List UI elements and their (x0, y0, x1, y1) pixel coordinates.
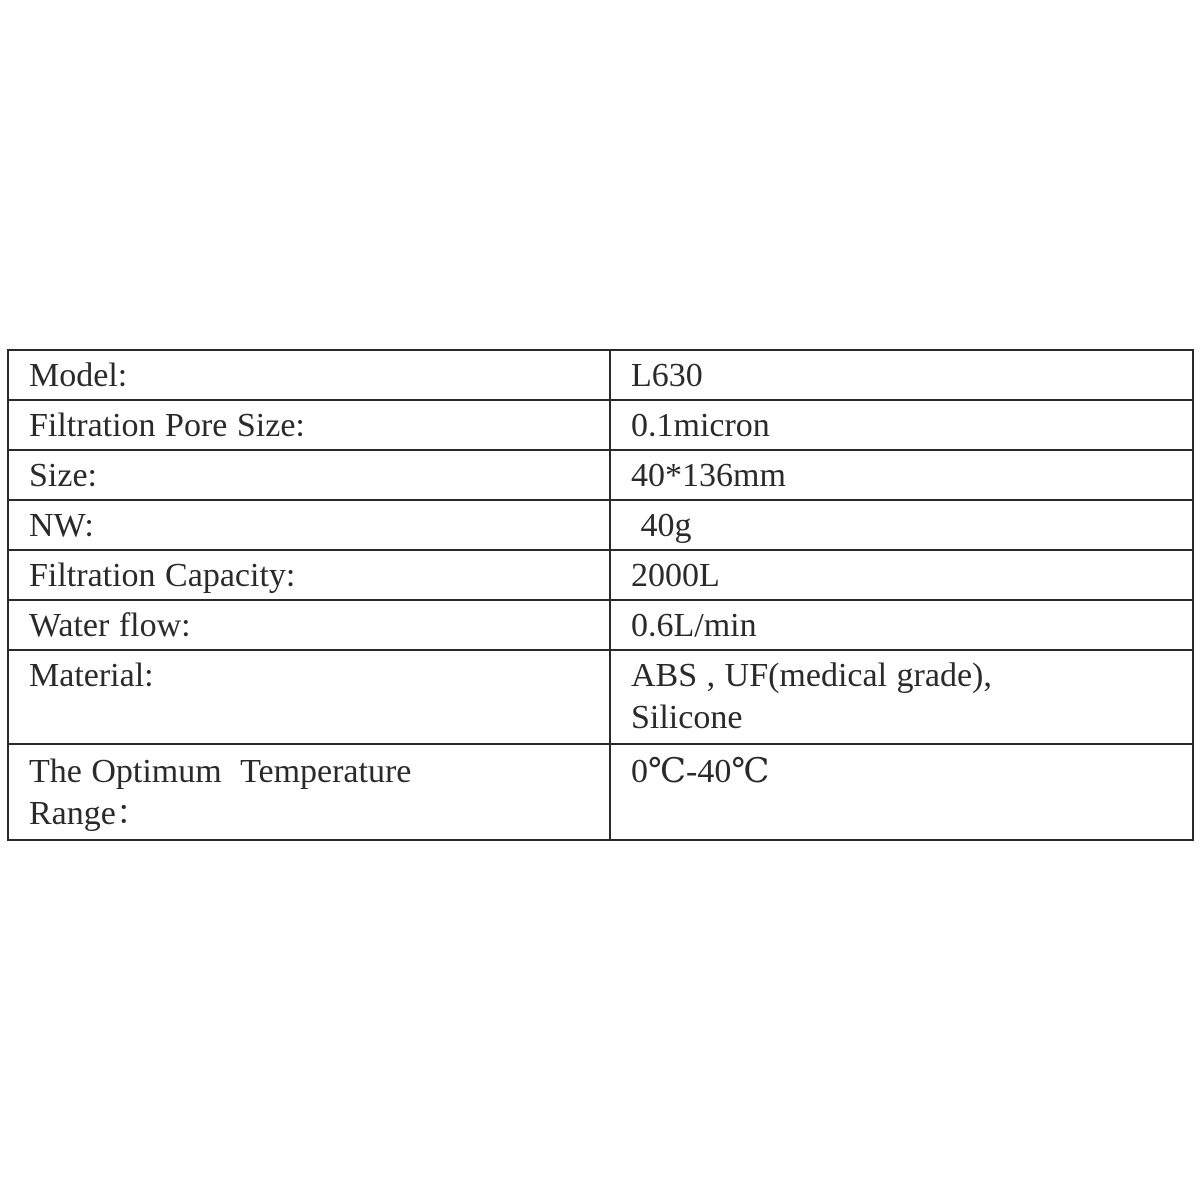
net-weight-label: NW: (8, 500, 610, 550)
material-value: ABS , UF(medical grade), Silicone (610, 650, 1193, 744)
table-row-material (8, 650, 1193, 744)
table-row-pore-size (8, 400, 1193, 450)
material-label: Material: (8, 650, 610, 744)
temperature-value: 0℃-40℃ (610, 744, 1193, 840)
table-row-size (8, 450, 1193, 500)
spec-table (7, 349, 1194, 841)
table-row-model (8, 350, 1193, 400)
table-row-temperature (8, 744, 1193, 840)
capacity-value: 2000L (610, 550, 1193, 600)
model-label: Model: (8, 350, 610, 400)
water-flow-value: 0.6L/min (610, 600, 1193, 650)
pore-size-label: Filtration Pore Size: (8, 400, 610, 450)
water-flow-label: Water flow: (8, 600, 610, 650)
size-label: Size: (8, 450, 610, 500)
capacity-label: Filtration Capacity: (8, 550, 610, 600)
table-row-water-flow (8, 600, 1193, 650)
model-value: L630 (610, 350, 1193, 400)
table-row-capacity (8, 550, 1193, 600)
pore-size-value: 0.1micron (610, 400, 1193, 450)
net-weight-value: 40g (610, 500, 1193, 550)
temperature-label: The Optimum Temperature Range： (8, 744, 610, 840)
table-row-net-weight (8, 500, 1193, 550)
size-value: 40*136mm (610, 450, 1193, 500)
